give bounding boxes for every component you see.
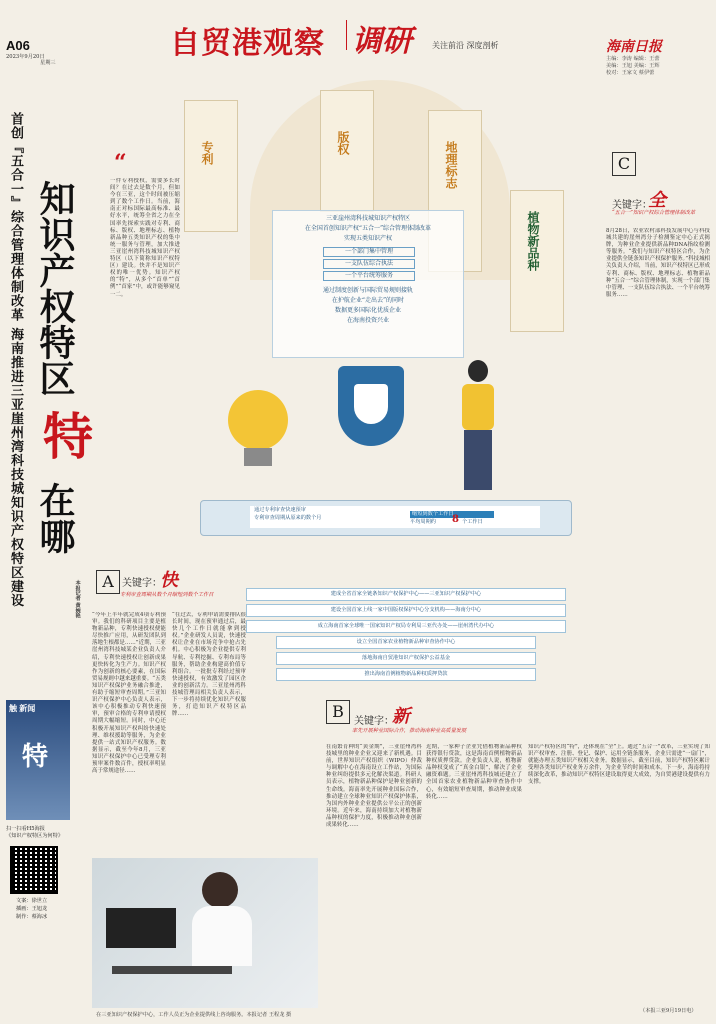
section-c-keyword: 全 [648, 190, 666, 211]
person-shirt [462, 384, 494, 430]
section-c-body-2: 知识产权特区的“特”，还体现在“全”上。通过“五合一”改革，三亚实现了知识产权审查、注册、登记、保护、运用全链条服务，企业只需进“一扇门”，就能办理五类知识产权相关业务。数据显示，截至目前，知识产权特区累计受理各类知识产权业务万余件，为企业节约时间和成本。下一步，海南将持续深化改革，推动知识产权特区建设取得更大成效，为自贸港建设提供有力支撑。 [528, 744, 710, 786]
qr-caption-2: 《知识产权特区为何特》 [6, 833, 64, 839]
infobox-line: 数据更多国际化优质企业 [334, 307, 401, 314]
infobox [272, 210, 464, 358]
section-a-subtitle: 专利审查周期从数个月缩短到数个工作日 [120, 592, 214, 598]
infographic-top-highlight: 缩短到数个工作日 [410, 511, 494, 518]
tag-geo: 地理标志 [428, 110, 482, 272]
infographic-top-line: 平均周期约 [410, 519, 436, 525]
intro-paragraph: 一件专利授权，需要多长时间？在过去是数个月，但如今在三亚，这个时间被压缩到了数个工作日。当前，海南正对标国际最高标准、最好水平，统筹全省之力在全国率先探索实践对专利、商标、版权、地理标志、植物新品种五类知识产权的集中统一服务与管理，加大推进三亚崖州湾科技城知识产权特区（以下简称知识产权特区）建设。快并不是知识产权的唯一优势。知识产权的“特”，从多个“首单”“首例”“首家”中，或许能够窥见一二。 [110, 178, 180, 298]
credit-design: 插画：王旭龙 [16, 906, 48, 912]
app-label: 触 新闻 [9, 704, 36, 713]
photo-keyboard [112, 966, 232, 974]
infographic-top-line: 专利审查周期从原来的数个月 [254, 515, 322, 521]
section-a-label: 关键字： [122, 578, 162, 589]
section-c-body: 8月28日，农业农村部科技发展中心与科技城共建的崖州湾分子检测鉴定中心正式揭牌，为种业企业提供新品种DNA指纹检测等服务。“我们与知识产权特区合作，为企业提供全链条知识产权保护服务。”科技城相关负责人介绍，当前，知识产权特区已形成专利、商标、版权、地理标志、植物新品种“五合一”综合管理体制，实现一个部门集中管理、一支队伍综合执法、一个平台统筹服务…… [606, 228, 710, 298]
column-title-2: 调研 [352, 24, 412, 59]
page-number: A06 [6, 38, 30, 53]
section-b-keyword: 新 [392, 706, 410, 727]
date-line: 2023年9月20日 [6, 54, 45, 60]
byline: 本报记者 黄婉艳 [74, 580, 81, 619]
photo-person-body [192, 906, 252, 966]
section-b-body-2: 近期，一家种子企业凭借植物新品种权获得银行贷款，这是海南首例植物新品种权质押贷款。企业负责人说，植物新品种权变成了“真金白银”，解决了企业融资难题。三亚崖州湾科技城还建立了全国首家农业植物新品种审查协作中心，有效缩短审查周期，推动种业成果转化…… [426, 744, 522, 800]
infographic-top-line: 个工作日 [462, 519, 483, 525]
infographic-number: 8 [452, 514, 459, 525]
title-divider [346, 20, 347, 50]
section-a-keyword: 快 [160, 570, 178, 591]
tag-patent: 专利 [184, 100, 238, 232]
section-b-label: 关键字： [354, 716, 394, 727]
infobox-line: 一个部门集中管理 [323, 247, 415, 257]
photo-monitor [106, 908, 176, 948]
infobox-line: 在海南投资兴业 [346, 317, 389, 324]
person-head [468, 360, 488, 382]
section-a-body-2: “在过去，专利申请需要排队很长时间，现在预审通过后，最快几个工作日就能拿到授权。”企业研发人员说，快速授权让企业在市场竞争中抢占先机。中心积极为企业提供专利导航、专利挖掘、专利布局等服务，帮助企业构建高价值专利组合。一批批专利经过预审快速授权，有效激发了园区企业的创新活力。三亚崖州湾科技城管理局相关负责人表示，下一步将持续优化知识产权服务，打造知识产权特区品牌…… [172, 612, 246, 718]
infographic-row: 推出海南首例植物新品种权质押贷款 [276, 668, 536, 681]
person-illustration [450, 360, 506, 500]
quote-mark: “ [114, 150, 127, 176]
tag-copyright: 版权 [320, 90, 374, 212]
editors-3: 校对：王家文 蔡伊蕾 [606, 70, 655, 76]
section-c-letter: C [612, 152, 636, 176]
infographic-row: 建成全省首家全链条知识产权保护中心——三亚知识产权保护中心 [246, 588, 566, 601]
shield-inner [354, 384, 388, 424]
infographic-row: 落地海南自贸港知识产权保护公益基金 [276, 652, 536, 665]
credit-prod: 制作：蔡海冰 [16, 914, 48, 920]
shield-icon [338, 366, 404, 446]
illustration [170, 60, 590, 560]
paper-logo: 海南日报 [606, 39, 662, 55]
section-b-body: 在南繁育种的“黄金期”，三亚崖州湾科技城里的种业企业又迎来了新机遇。目前，世界知识产权组织（WIPO）仲裁与调解中心在海南设立工作站，为国际种业纠纷提供多元化解决渠道。科研人员表示，植物新品种保护是种业创新的生命线。海南率先开展种业国际合作，推动建立全球种业知识产权保护体系，为国内外种业企业提供公平公正的创新环境。近年来，海南持续加大对植物新品种权的保护力度，积极推动种业创新成果转化…… [326, 744, 422, 829]
section-a-body: “今年上半年就完成4项专利预审。我们的科研项目主要是植物新品种，专利快速授权便能尽快推广应用，从研发团队到落地生根都是……”近期，三亚崖州湾科技城某企业负责人介绍，专利快速授权让创新成果更快转化为生产力。知识产权作为创新的核心要素，在国际贸易规则中越来越重要。“五类知识产权保护业务融合推进，有助于缩短审查周期。”三亚知识产权保护中心负责人表示，该中心积极推动专利快速预审，预审合格的专利申请授权周期大幅缩短。同时，中心还积极开展知识产权纠纷快速处理、维权援助等服务，为企业提供一站式知识产权服务。数据显示，截至今年8月，三亚知识产权保护中心已受理专利预审案件数百件，授权率明显高于常规途径…… [92, 612, 166, 775]
infographic-row: 成立海南首家全球唯一国家知识产权局专利局三亚代办处——崖州湾代办中心 [246, 620, 566, 633]
weekday: 星期三 [40, 60, 56, 66]
column-slogan: 关注前沿 深度剖析 [432, 41, 499, 50]
infobox-line: 三亚崖州湾科技城知识产权特区 [325, 215, 410, 222]
headline-c: 在哪 [34, 482, 76, 554]
headline-a: 知识产权特区 [34, 180, 76, 396]
poster-character: 特 [22, 742, 49, 772]
qr-code[interactable] [10, 846, 58, 894]
tag-plant: 植物新品种 [510, 190, 564, 332]
lightbulb-icon [228, 390, 288, 450]
news-photo [92, 858, 318, 1008]
column-title: 自贸港观察 [170, 26, 325, 61]
infographic-top-line: 通过专利审查快速预审 [254, 507, 306, 513]
editors-2: 美编：王旭 美编：王辉 [606, 63, 660, 69]
infographic-top [250, 506, 540, 528]
section-c-subtitle: “五合一”知识产权综合管理体制改革 [612, 210, 696, 216]
qr-caption-1: 扫一扫看H5海报 [6, 826, 45, 832]
signoff: （本报三亚9月19日电） [640, 1008, 697, 1014]
infobox-line: 通过制度创新与国际贸易规则接轨 [322, 287, 413, 294]
infobox-line: 实现五类知识产权 [343, 235, 392, 242]
photo-caption: 在三亚知识产权保护中心，工作人员正为企业提供线上咨询服务。本报记者 王程龙 摄 [96, 1012, 292, 1018]
section-b-letter: B [326, 700, 350, 724]
infographic-row: 建设全国首家上线一家中国版权保护中心分支机构——海南分中心 [246, 604, 566, 617]
editors-1: 主编：李涛 编辑：王蕾 [606, 56, 660, 62]
section-c-label: 关键字： [612, 200, 652, 211]
section-a-letter: A [96, 570, 120, 594]
infobox-line: 在护航企业“走出去”的同时 [331, 297, 405, 304]
infobox-line: 一支队伍综合执法 [323, 259, 415, 269]
strip-title: 首创『五合一』综合管理体制改革 海南推进三亚崖州湾科技城知识产权特区建设 [8, 112, 23, 608]
promo-poster[interactable] [6, 700, 70, 820]
photo-person-head [202, 872, 238, 908]
headline-b: 特 [35, 410, 94, 460]
infographic-row: 设立全国首家农业植物新品种审查协作中心 [276, 636, 536, 649]
lightbulb-base [244, 448, 272, 466]
section-b-subtitle: 率先开展种业国际合作，推动海南种业高质量发展 [352, 728, 467, 734]
infobox-line: 在全国首创知识产权“五合一”综合管理体制改革 [304, 225, 432, 232]
credit-text: 文案：徐世立 [16, 898, 48, 904]
infobox-line: 一个平台统筹服务 [323, 271, 415, 281]
person-pants [464, 430, 492, 490]
